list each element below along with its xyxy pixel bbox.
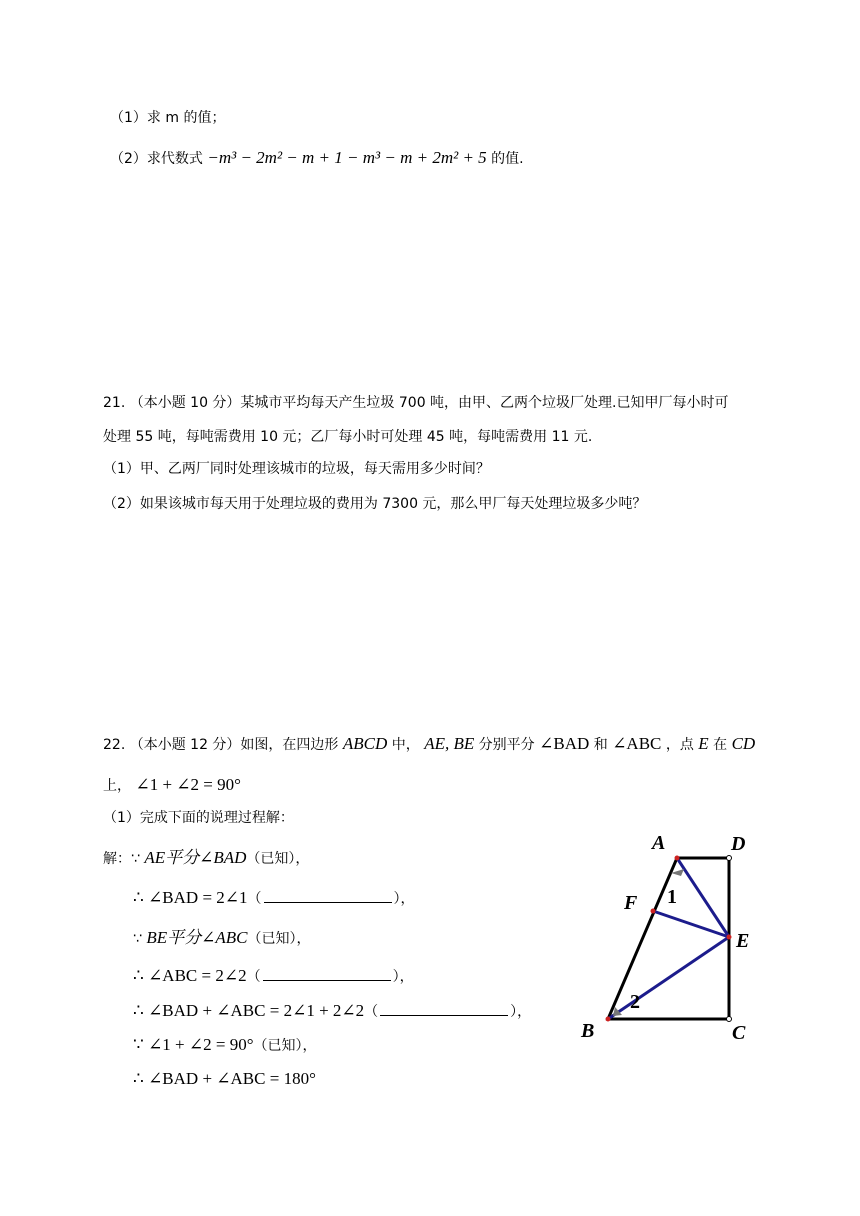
label-d: D [731, 833, 746, 855]
label-a: A [652, 832, 666, 854]
question-22-part-1: （1）完成下面的说理过程解： [103, 810, 294, 826]
proof-step-4: ∴ ∠ABC = 2∠2（ ）， [133, 966, 414, 985]
quadrilateral-outline [608, 858, 729, 1019]
question-20-part-1: （1）求 m 的值； [110, 110, 226, 126]
question-20-part-2: （2）求代数式 −m³ − 2m² − m + 1 − m³ − m + 2m² + 5 的值. [110, 148, 524, 167]
proof-step-2: ∴ ∠BAD = 2∠1（ ）， [133, 888, 415, 907]
vertex-a [675, 856, 680, 861]
proof-step-1: 解：∵ AE平分∠BAD（已知）， [103, 848, 310, 867]
segment-fe [653, 911, 729, 937]
question-21-line-1: 21. （本小题 10 分）某城市平均每天产生垃圾 700 吨，由甲、乙两个垃圾厂处理.已知甲厂每小时可 [103, 395, 729, 411]
label-angle-1: 1 [667, 886, 677, 908]
vertex-e [727, 935, 732, 940]
label-b: B [581, 1020, 595, 1042]
question-22-line-1: 22. （本小题 12 分）如图，在四边形 ABCD 中， AE, BE 分别平分 ∠BAD 和 ∠ABC ，点 E 在 CD [103, 734, 756, 753]
label-c: C [732, 1022, 746, 1044]
answer-blank-2[interactable] [263, 966, 391, 981]
vertex-d [727, 856, 732, 861]
bisector-ae [677, 858, 729, 937]
proof-step-6: ∵ ∠1 + ∠2 = 90°（已知）， [133, 1035, 317, 1054]
question-21-part-1: （1）甲、乙两厂同时处理该城市的垃圾，每天需用多少时间？ [103, 461, 490, 477]
question-21-part-2: （2）如果该城市每天用于处理垃圾的费用为 7300 元，那么甲厂每天处理垃圾多少吨？ [103, 496, 647, 512]
vertex-c [727, 1017, 732, 1022]
algebraic-expression: −m³ − 2m² − m + 1 − m³ − m + 2m² + 5 [207, 148, 487, 167]
answer-blank-1[interactable] [264, 888, 392, 903]
quadrilateral-figure [570, 825, 770, 1055]
label-e: E [736, 930, 750, 952]
label-angle-2: 2 [630, 991, 640, 1013]
proof-step-3: ∵ BE平分∠ABC（已知）， [133, 928, 311, 947]
question-22-line-2: 上， ∠1 + ∠2 = 90° [103, 775, 241, 794]
proof-step-7: ∴ ∠BAD + ∠ABC = 180° [133, 1069, 316, 1088]
vertex-f [651, 909, 656, 914]
proof-step-5: ∴ ∠BAD + ∠ABC = 2∠1 + 2∠2（ ）， [133, 1001, 532, 1020]
vertex-b [606, 1017, 611, 1022]
answer-blank-3[interactable] [380, 1001, 508, 1016]
label-f: F [624, 892, 638, 914]
question-21-line-2: 处理 55 吨，每吨需费用 10 元；乙厂每小时可处理 45 吨，每吨需费用 11 元. [103, 429, 593, 445]
